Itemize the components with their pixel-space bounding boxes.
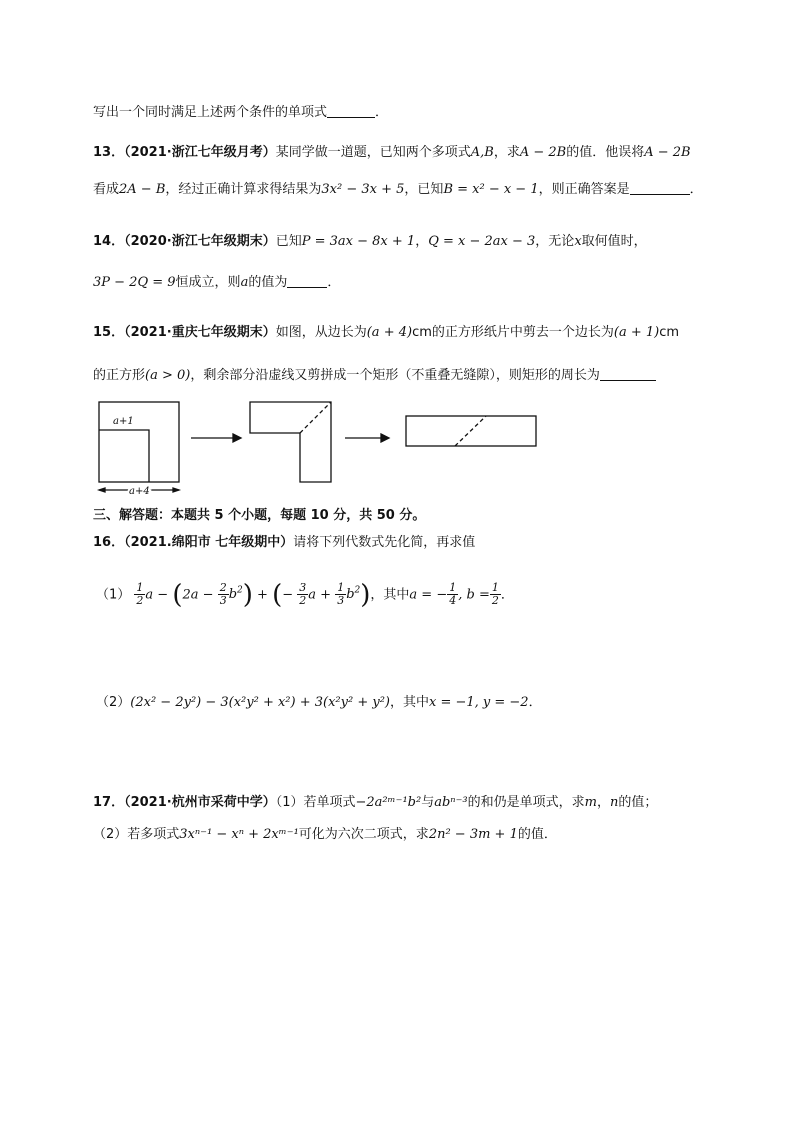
period: ．: [327, 275, 341, 290]
text: ，剩余部分沿虚线又剪拼成一个矩形（不重叠无缝隙），则矩形的周长为: [190, 368, 600, 383]
q14-line-2: [93, 273, 340, 293]
math: 2n² − 3m + 1: [428, 827, 518, 842]
question-source: （2021·杭州市采荷中学）: [124, 795, 276, 810]
text: 取何值时，: [581, 234, 647, 249]
text: ，其中: [370, 587, 410, 603]
math: A − 2B: [519, 145, 567, 160]
arrow-2-head: [381, 434, 389, 442]
q15-line-1: [93, 323, 679, 343]
label-a-plus-4: a+4: [129, 486, 150, 497]
math: A − 2B: [644, 145, 691, 160]
math: x = −1, y = −2: [429, 695, 529, 710]
text: 的正方形纸片中剪去一个边长为: [431, 325, 614, 340]
text: ，无论: [535, 234, 575, 249]
math: P = 3ax − 8x + 1: [301, 234, 416, 249]
q14-line-1: [93, 232, 647, 252]
l-shape: [250, 402, 331, 482]
fraction: $\frac{1}{3}$: [337, 581, 345, 608]
q12-tail-text: 写出一个同时满足上述两个条件的单项式: [93, 105, 328, 120]
text: （2）若多项式: [93, 827, 180, 842]
text: 的值为: [248, 275, 288, 290]
text: ，则正确答案是: [538, 182, 630, 197]
label-a-plus-1: a+1: [113, 416, 134, 427]
answer-blank: [287, 273, 327, 288]
q16-header: [93, 533, 475, 553]
fraction: $\frac{3}{2}$: [299, 581, 307, 608]
text: 恒成立，则: [175, 275, 241, 290]
part-label: （1）: [96, 587, 131, 603]
unit: cm: [659, 325, 680, 340]
q16-part-2: [96, 693, 542, 713]
outer-square: [99, 402, 179, 482]
fraction: $\frac{1}{2}$: [491, 581, 499, 608]
math: (a > 0): [145, 368, 191, 383]
question-source: （2021·浙江七年级月考）: [124, 145, 276, 160]
question-number: 15．: [93, 325, 125, 340]
text: 某同学做一道题，已知两个多项式: [275, 145, 471, 160]
question-number: 16．: [93, 535, 125, 550]
text: 请将下列代数式先化简，再求值: [293, 535, 476, 550]
answer-blank: [600, 366, 656, 381]
text: ，: [597, 795, 611, 810]
text: 的值．他误将: [566, 145, 645, 160]
question-number: 17．: [93, 795, 125, 810]
question-number: 14．: [93, 234, 125, 249]
rectangle-dash: [455, 416, 486, 446]
math: , b =: [458, 587, 490, 603]
math: 3xⁿ⁻¹ − xⁿ + 2xᵐ⁻¹: [179, 827, 299, 842]
fraction: $\frac{2}{3}$: [219, 581, 227, 608]
q15-figure: [93, 400, 553, 500]
math: a = −: [409, 587, 448, 603]
q12-tail-line: [93, 103, 388, 123]
text: 可化为六次二项式，求: [298, 827, 429, 842]
text: ．: [528, 695, 542, 710]
period: ．: [375, 105, 389, 120]
q16-part-1: （1） $\frac{1}{2}$ a − (2a − $\frac{2}{3}$ $b^2$) + (− $\frac{3}{2}$ a + $\frac{1}{3}$ $b^2$)，其中a = − $\frac{1}{4}$ , b = $\frac{1}{2}$ ．: [96, 579, 514, 610]
text: ，求: [493, 145, 520, 160]
period: ．: [689, 182, 703, 197]
text: 与: [421, 795, 435, 810]
math: −2a²ᵐ⁻¹b²: [355, 795, 422, 810]
arrow-1-head: [233, 434, 241, 442]
section-title: [93, 506, 425, 526]
text: ，: [415, 234, 429, 249]
text: ，已知: [404, 182, 444, 197]
q13-line-1: [93, 143, 691, 163]
dimension-arrow-left: [99, 488, 105, 492]
question-source: （2021.绵阳市 七年级期中）: [124, 535, 294, 550]
text: 看成: [93, 182, 120, 197]
math: 2A − B: [119, 182, 166, 197]
question-number: 13．: [93, 145, 125, 160]
math: 3x² − 3x + 5: [321, 182, 405, 197]
section-title-text: 三、解答题：本题共 5 个小题，每题 10 分，共 50 分。: [93, 508, 426, 523]
math: (a + 4): [366, 325, 413, 340]
text: ，经过正确计算求得结果为: [165, 182, 322, 197]
math: (2x² − 2y²) − 3(x²y² + x²) + 3(x²y² + y²): [130, 695, 390, 710]
math: n: [610, 795, 619, 810]
math: 3P − 2Q = 9: [93, 275, 176, 290]
math: (a + 1): [613, 325, 660, 340]
math: Q = x − 2ax − 3: [428, 234, 536, 249]
inner-square: [99, 430, 149, 482]
part-label: （2）: [96, 695, 131, 710]
q15-line-2: [93, 366, 656, 386]
math: A,B: [470, 145, 494, 160]
text: 的值；: [618, 795, 658, 810]
text: ，其中: [389, 695, 429, 710]
question-source: （2020·浙江七年级期末）: [124, 234, 276, 249]
text: 的和仍是单项式，求: [467, 795, 585, 810]
dimension-arrow-right: [173, 488, 179, 492]
answer-blank: [327, 103, 375, 118]
fraction: $\frac{1}{2}$: [136, 581, 144, 608]
q17-line-2: [93, 825, 557, 845]
fraction: $\frac{1}{4}$: [449, 581, 457, 608]
question-source: （2021·重庆七年级期末）: [124, 325, 276, 340]
text: 的值．: [517, 827, 557, 842]
math: a: [240, 275, 249, 290]
answer-blank: [630, 180, 690, 195]
math: m: [584, 795, 597, 810]
q17-line-1: [93, 793, 657, 813]
text: 如图，从边长为: [275, 325, 367, 340]
text: （1）若单项式: [275, 795, 356, 810]
text: ．: [500, 587, 514, 603]
math: abⁿ⁻³: [434, 795, 468, 810]
text: 的正方形: [93, 368, 146, 383]
q13-line-2: [93, 180, 703, 200]
unit: cm: [412, 325, 432, 340]
text: 已知: [275, 234, 302, 249]
math: B = x² − x − 1: [443, 182, 539, 197]
math: x: [574, 234, 582, 249]
l-shape-dash: [300, 402, 331, 433]
